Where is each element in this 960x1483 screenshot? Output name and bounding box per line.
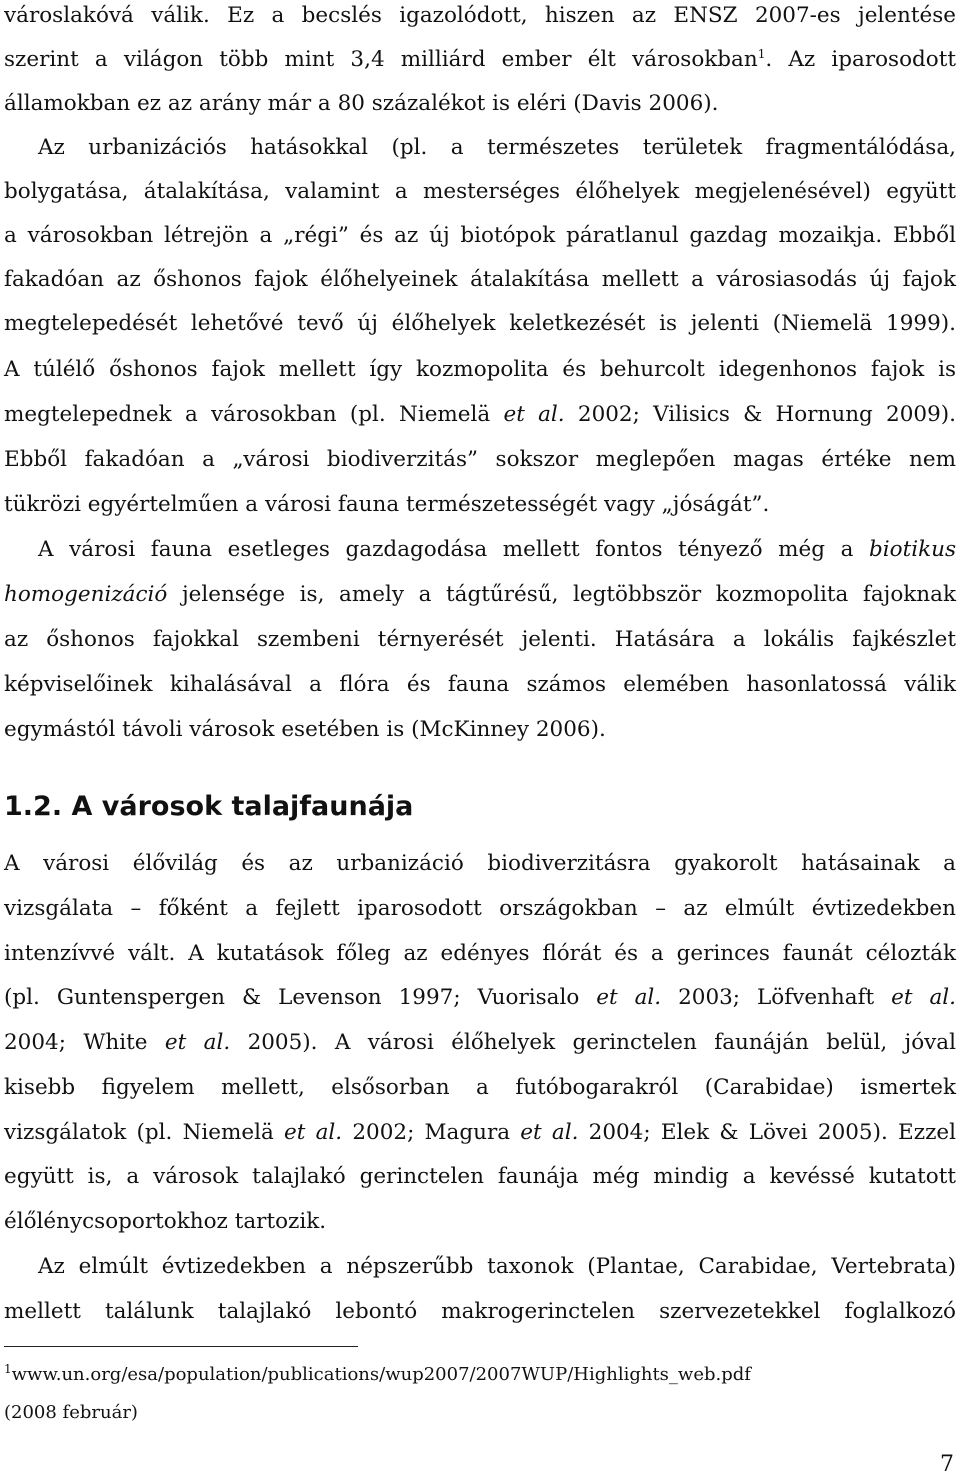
text-span: vizsgálata – főként a fejlett iparosodott országokban – az elmúlt évtizedekben xyxy=(4,896,956,921)
text-line xyxy=(4,618,956,662)
page-number: 7 xyxy=(940,1452,954,1477)
text-span: mellett találunk talajlakó lebontó makrogerinctelen szervezetekkel foglalkozó xyxy=(4,1299,956,1324)
text-span: bolygatása, átalakítása, valamint a mesterséges élőhelyek megjelenésével) együtt xyxy=(4,179,956,204)
text-span: képviselőinek kihalásával a flóra és fauna számos elemében hasonlatossá válik xyxy=(4,672,956,697)
text-line xyxy=(4,1155,956,1199)
text-span: (pl. Guntenspergen & Levenson 1997; Vuorisalo xyxy=(4,985,597,1010)
footnote-link[interactable]: www.un.org/esa/population/publications/wup2007/2007WUP/Highlights_web.pdf xyxy=(11,1364,751,1385)
text-line xyxy=(38,126,956,170)
text-line xyxy=(38,1245,956,1289)
text-span: az őshonos fajokkal szembeni térnyerését jelenti. Hatására a lokális fajkészlet xyxy=(4,627,956,652)
text-line xyxy=(4,976,956,1020)
italic-text: et al. xyxy=(503,402,565,427)
text-line xyxy=(4,1066,956,1110)
text-line xyxy=(4,1290,956,1334)
footnote-date: (2008 február) xyxy=(4,1402,138,1423)
text-span: Az urbanizációs hatásokkal (pl. a természetes területek fragmentálódása, xyxy=(38,135,956,160)
text-span: fakadóan az őshonos fajok élőhelyeinek átalakítása mellett a városiasodás új fajok xyxy=(4,267,956,292)
text-line xyxy=(4,932,956,976)
italic-text: et al. xyxy=(891,985,956,1010)
text-line xyxy=(4,258,956,302)
text-span: együtt is, a városok talajlakó gerinctelen faunája még mindig a kevéssé kutatott xyxy=(4,1164,956,1189)
italic-text: biotikus xyxy=(868,537,956,562)
text-line xyxy=(4,38,956,82)
text-span: 2005). A városi élőhelyek gerinctelen faunáján belül, jóval xyxy=(230,1030,956,1055)
text-line xyxy=(4,214,956,258)
text-line xyxy=(4,483,956,527)
text-line xyxy=(4,842,956,886)
text-span: A városi élővilág és az urbanizáció biodiverzitásra gyakorolt hatásainak a xyxy=(4,851,956,876)
text-line xyxy=(4,1021,956,1065)
text-span: városlakóvá válik. Ez a becslés igazolódott, hiszen az ENSZ 2007-es jelentése xyxy=(4,3,956,28)
text-span: 2004; White xyxy=(4,1030,165,1055)
text-span: vizsgálatok (pl. Niemelä xyxy=(4,1120,285,1145)
text-span: 2004; Elek & Lövei 2005). Ezzel xyxy=(578,1120,957,1145)
text-span: tükrözi egyértelműen a városi fauna természetességét vagy „jóságát”. xyxy=(4,492,770,517)
text-span: Az elmúlt évtizedekben a népszerűbb taxonok (Plantae, Carabidae, Vertebrata) xyxy=(38,1254,956,1279)
text-span: A túlélő őshonos fajok mellett így kozmopolita és behurcolt idegenhonos fajok is xyxy=(4,357,956,382)
italic-text: et al. xyxy=(596,985,662,1010)
italic-text: homogenizáció xyxy=(4,582,168,607)
italic-text: et al. xyxy=(520,1120,579,1145)
text-span: Ebből fakadóan a „városi biodiverzitás” sokszor meglepően magas értéke nem xyxy=(4,447,956,472)
text-span: 2002; Magura xyxy=(342,1120,521,1145)
text-span: . Az iparosodott xyxy=(765,47,957,72)
text-line xyxy=(4,663,956,707)
text-line xyxy=(4,82,956,126)
text-line xyxy=(4,348,956,392)
text-line xyxy=(4,708,956,752)
text-line xyxy=(4,438,956,482)
footnote-reference[interactable]: 1 xyxy=(757,46,766,61)
text-span: megtelepedését lehetővé tevő új élőhelyek keletkezését is jelenti (Niemelä 1999). xyxy=(4,311,956,336)
text-span: egymástól távoli városok esetében is (McKinney 2006). xyxy=(4,717,606,742)
italic-text: et al. xyxy=(164,1030,231,1055)
text-span: 2003; Löfvenhaft xyxy=(661,985,892,1010)
footnote xyxy=(4,1362,751,1388)
text-line xyxy=(4,573,956,617)
text-span: élőlénycsoportokhoz tartozik. xyxy=(4,1209,327,1234)
text-line xyxy=(4,393,956,437)
text-span: 2002; Vilisics & Hornung 2009). xyxy=(564,402,956,427)
text-span: jelensége is, amely a tágtűrésű, legtöbbször kozmopolita fajoknak xyxy=(167,582,956,607)
text-span: kisebb figyelem mellett, elsősorban a futóbogarakról (Carabidae) ismertek xyxy=(4,1075,956,1100)
section-heading: 1.2. A városok talajfaunája xyxy=(4,791,414,822)
footnote-marker: 1 xyxy=(4,1362,12,1376)
text-span: A városi fauna esetleges gazdagodása mellett fontos tényező még a xyxy=(38,537,869,562)
italic-text: et al. xyxy=(284,1120,343,1145)
text-line xyxy=(4,1200,956,1244)
text-span: intenzívvé vált. A kutatások főleg az edényes flórát és a gerinces faunát célozták xyxy=(4,941,956,966)
footnote-separator xyxy=(4,1346,358,1347)
text-line xyxy=(4,302,956,346)
text-span: a városokban létrejön a „régi” és az új biotópok páratlanul gazdag mozaikja. Ebből xyxy=(4,223,956,248)
text-line xyxy=(4,0,956,38)
text-line xyxy=(38,528,956,572)
text-span: államokban ez az arány már a 80 százalékot is eléri (Davis 2006). xyxy=(4,91,719,116)
text-line xyxy=(4,1111,956,1155)
text-line xyxy=(4,170,956,214)
text-span: megtelepednek a városokban (pl. Niemelä xyxy=(4,402,504,427)
text-line xyxy=(4,887,956,931)
text-span: szerint a világon több mint 3,4 milliárd ember élt városokban xyxy=(4,47,758,72)
